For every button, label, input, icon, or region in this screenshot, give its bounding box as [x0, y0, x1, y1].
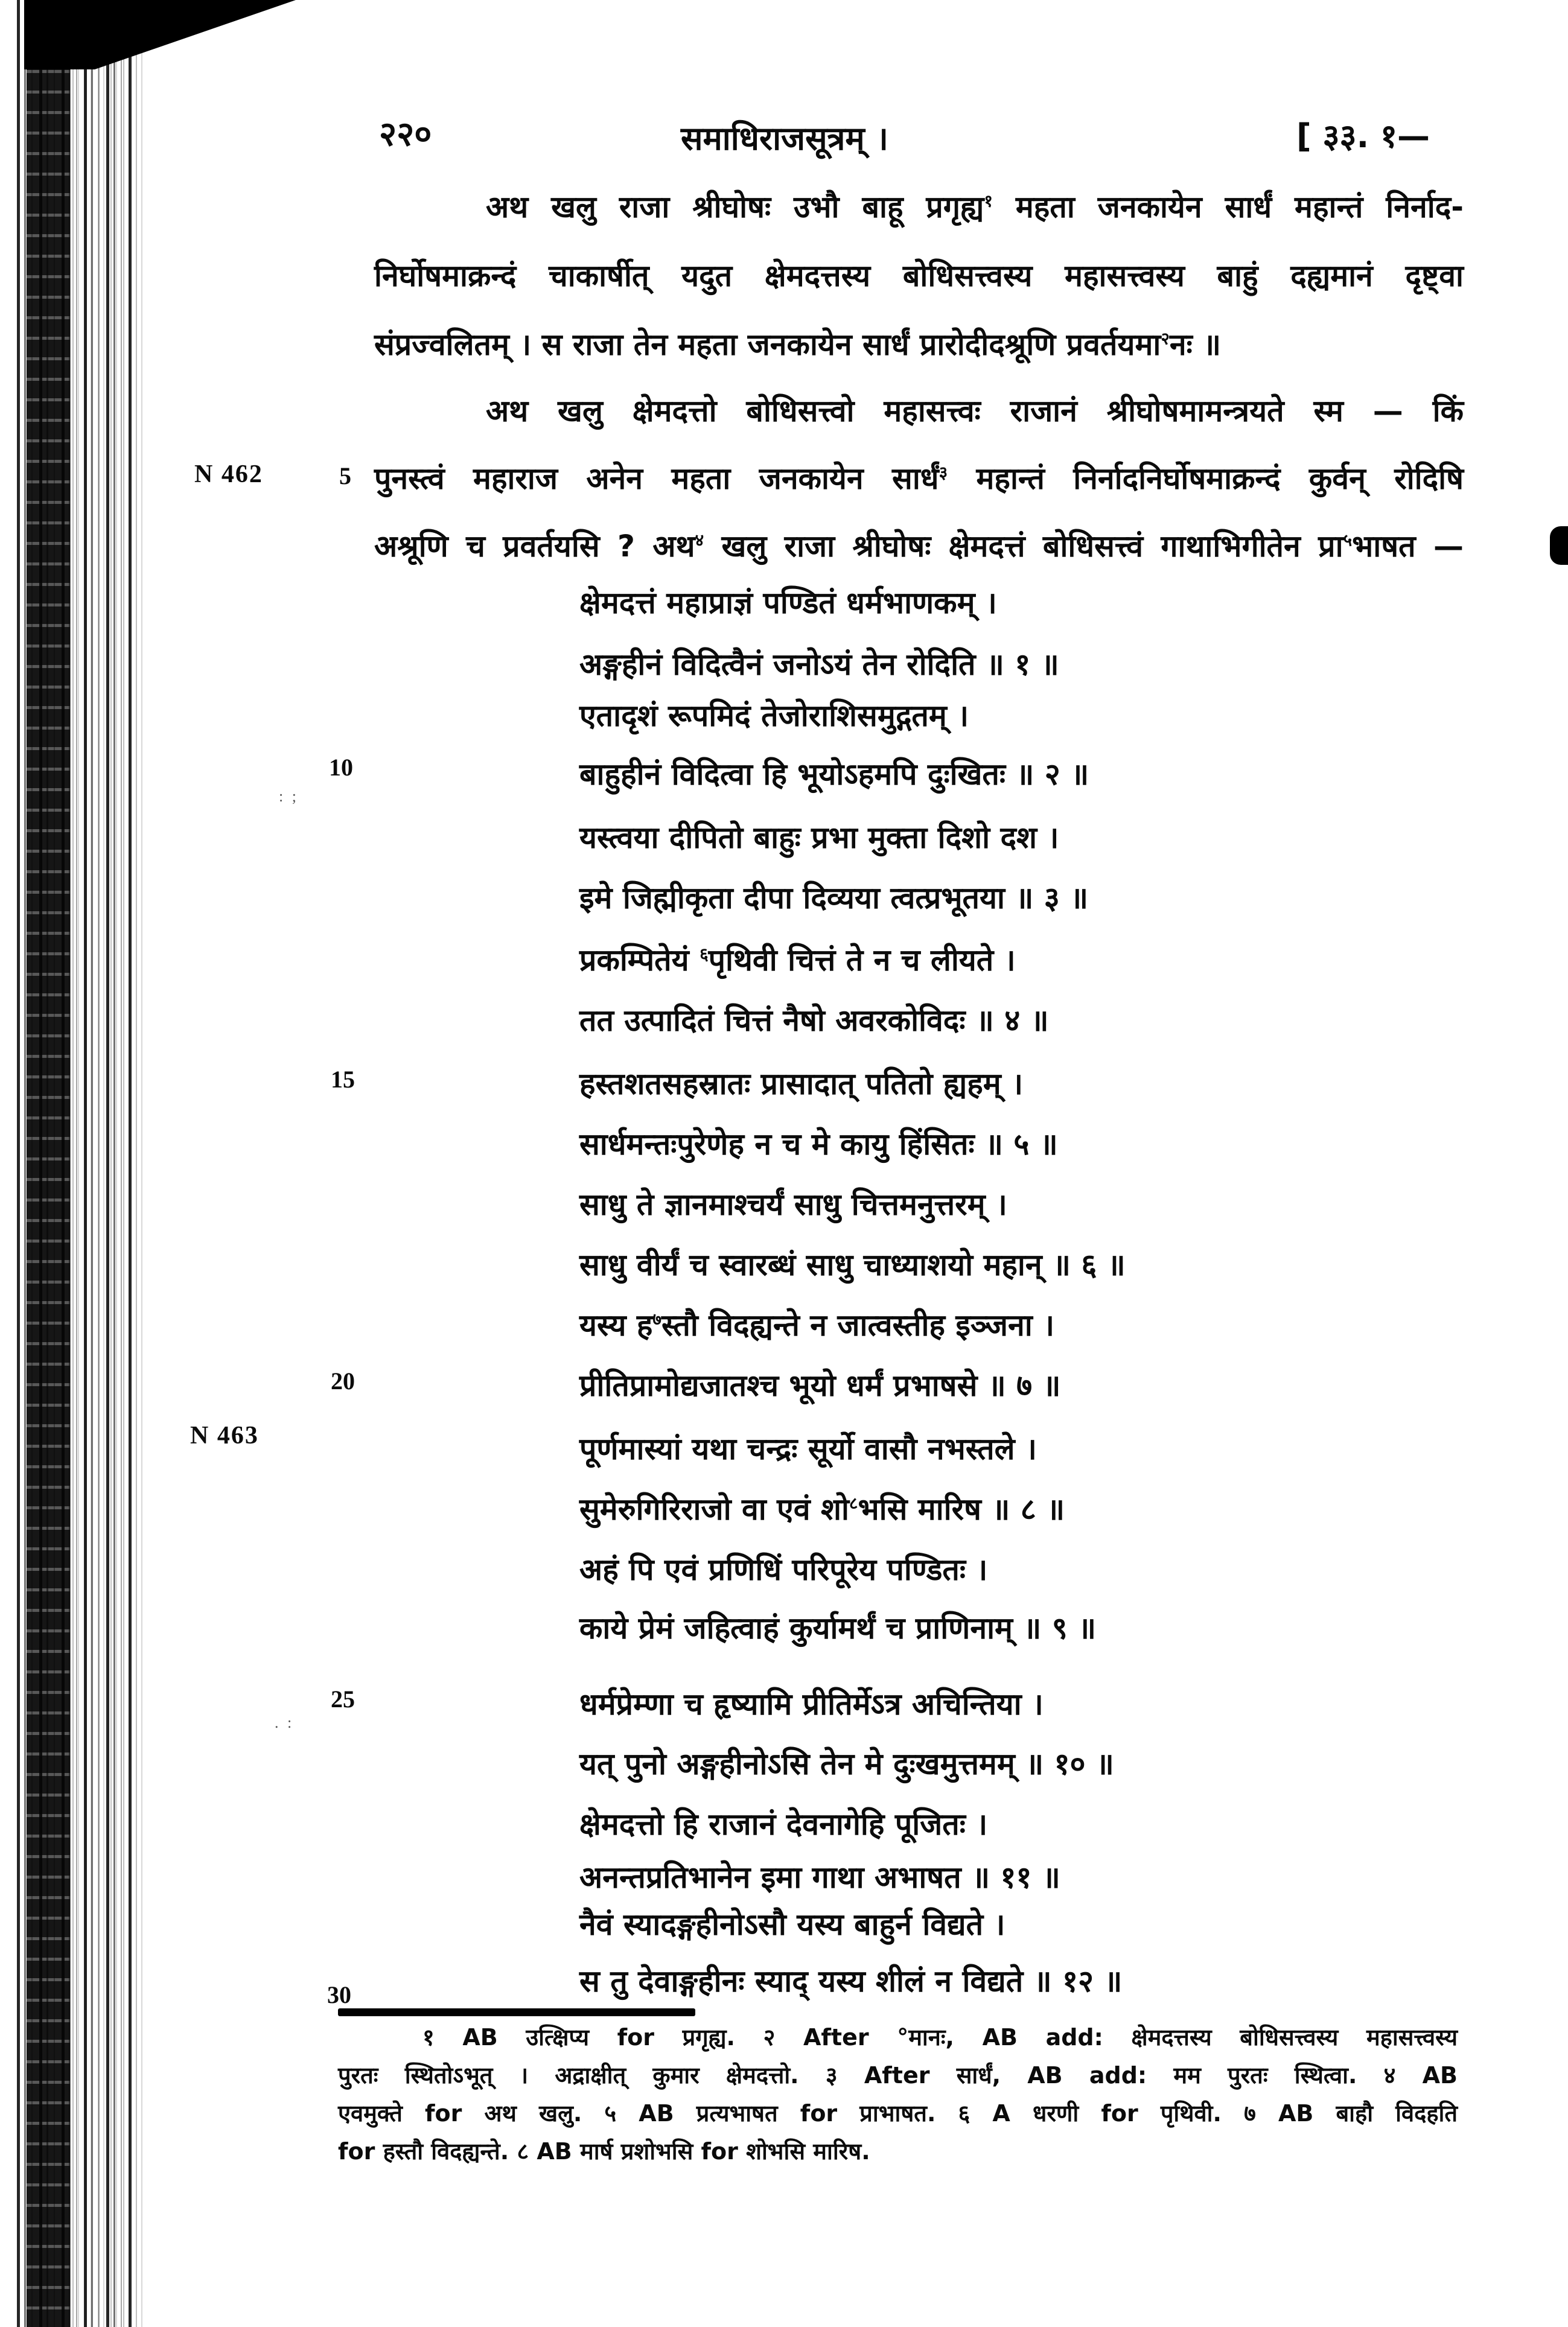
verse-11-line-1: क्षेमदत्तो हि राजानं देवनागेहि पूजितः । — [579, 1807, 988, 1842]
line-number-30: 30 — [327, 1981, 351, 2008]
line-number-10: 10 — [329, 754, 353, 781]
verse-4-line-1 — [579, 941, 1461, 979]
verse-4-line-1-text: पृथिवी चित्तं ते न च लीयते । — [708, 943, 1016, 978]
prose-line-5-text: महान्तं निर्नादनिर्घोषमाक्रन्दं कुर्वन् रोदिषि — [948, 461, 1464, 496]
footnote-marker-5: ५ — [1343, 530, 1353, 550]
prose-line-5 — [374, 460, 1464, 498]
prose-line-6 — [374, 527, 1464, 565]
prose-line-4: अथ खलु क्षेमदत्तो बोधिसत्त्वो महासत्त्वः राजानं श्रीघोषमामन्त्रयते स्म — किं — [486, 393, 1464, 428]
footnote-marker-2: २ — [1161, 328, 1170, 349]
verse-4-line-2: तत उत्पादितं चित्तं नैषो अवरकोविदः ॥ ४ ॥ — [579, 1003, 1049, 1038]
line-number-20: 20 — [331, 1367, 355, 1395]
verse-5-line-1: हस्तशतसहस्रातः प्रासादात् पतितो ह्यहम् । — [579, 1066, 1024, 1101]
prose-line-6-text: अश्रूणि च प्रवर्तयसि ? अथ — [374, 529, 695, 564]
footnote-line-4: for हस्तौ विदह्यन्ते. ८ AB मार्ष प्रशोभसि for शोभसि मारिष. — [338, 2138, 870, 2165]
prose-line-2: निर्घोषमाक्रन्दं चाकार्षीत् यदुत क्षेमदत्तस्य बोधिसत्त्वस्य महासत्त्वस्य बाहुं दह्यमानं दृष्ट्वा — [374, 258, 1464, 293]
prose-line-1 — [374, 188, 1464, 226]
verse-5-line-2: सार्धमन्तःपुरेणेह न च मे कायु हिंसितः ॥ ५ ॥ — [579, 1127, 1058, 1162]
footnote-marker-4: ४ — [695, 530, 704, 550]
prose-line-3-text: संप्रज्वलितम् । स राजा तेन महता जनकायेन सार्धं प्रारोदीदश्रूणि प्रवर्तयमा — [374, 327, 1161, 362]
footnote-marker-8: ८ — [849, 1493, 858, 1514]
verse-7-line-1-text: यस्य ह — [579, 1308, 653, 1343]
scan-corner-wedge — [24, 0, 296, 69]
scan-binding-gutter-haze — [72, 0, 145, 2327]
verse-3-line-2: इमे जिह्मीकृता दीपा दिव्यया त्वत्प्रभूतया ॥ ३ ॥ — [579, 880, 1089, 915]
verse-8-line-1: पूर्णमास्यां यथा चन्द्रः सूर्यो वासौ नभस्तले । — [579, 1431, 1037, 1466]
line-number-15: 15 — [331, 1066, 355, 1093]
verse-9-line-2: काये प्रेमं जहित्वाहं कुर्यामर्थं च प्राणिनाम् ॥ ९ ॥ — [579, 1611, 1097, 1646]
scan-edge-blob — [1550, 526, 1568, 565]
footnote-marker-7: ७ — [652, 1309, 661, 1329]
verse-10-line-1: धर्मप्रेम्णा च हृष्यामि प्रीतिर्मेऽत्र अचिन्तिया । — [579, 1687, 1044, 1722]
footnote-marker-3: ३ — [939, 462, 948, 483]
page-title: समाधिराजसूत्रम् । — [681, 119, 888, 158]
verse-7-line-1-text: स्तौ विदह्यन्ते न जात्वस्तीह इञ्जना । — [661, 1308, 1055, 1343]
prose-line-3 — [374, 326, 1464, 364]
line-number-5: 5 — [339, 462, 351, 489]
footnote-line-2: पुरतः स्थितोऽभूत् । अद्राक्षीत् कुमार क्षेमदत्तो. ३ After सार्धं, AB add: मम पुरतः स्थित्वा. ४ AB — [338, 2062, 1458, 2089]
footnote-line-1: १ AB उत्क्षिप्य for प्रगृह्य. २ After °मानः, AB add: क्षेमदत्तस्य बोधिसत्त्वस्य महासत्त्वस्य — [422, 2024, 1458, 2051]
prose-line-3-text: नः ॥ — [1169, 327, 1222, 362]
prose-line-6-text: खलु राजा श्रीघोषः क्षेमदत्तं बोधिसत्त्वं गाथाभिगीतेन प्रा — [704, 529, 1343, 564]
verse-4-line-1-text: प्रकम्पितेयं — [579, 943, 700, 978]
prose-line-6-text: भाषत — — [1352, 529, 1464, 564]
verse-1-line-2: अङ्गहीनं विदित्वैनं जनोऽयं तेन रोदिति ॥ १ ॥ — [579, 647, 1059, 682]
footnote-marker-6: ६ — [700, 944, 709, 964]
verse-2-line-2: बाहुहीनं विदित्वा हि भूयोऽहमपि दुःखितः ॥ २ ॥ — [579, 757, 1089, 792]
footnote-line-3: एवमुक्ते for अथ खलु. ५ AB प्रत्यभाषत for प्राभाषत. ६ A धरणी for पृथिवी. ७ AB बाहौ विदहति — [338, 2100, 1458, 2127]
prose-line-5-text: पुनस्त्वं महाराज अनेन महता जनकायेन सार्धं — [374, 461, 939, 496]
verse-3-line-1: यस्त्वया दीपितो बाहुः प्रभा मुक्ता दिशो दश । — [579, 820, 1059, 855]
scan-binding-gutter-core — [27, 0, 70, 2327]
margin-note-n463: N 463 — [190, 1422, 259, 1450]
page-number: २२० — [379, 115, 432, 154]
prose-line-1-text: अथ खलु राजा श्रीघोषः उभौ बाहू प्रगृह्य — [486, 189, 984, 224]
verse-9-line-1: अहं पि एवं प्रणिधिं परिपूरेय पण्डितः । — [579, 1552, 988, 1587]
scan-speck: : ; — [279, 788, 299, 805]
verse-6-line-2: साधु वीर्यं च स्वारब्धं साधु चाध्याशयो महान् ॥ ६ ॥ — [579, 1247, 1126, 1282]
verse-10-line-2: यत् पुनो अङ्गहीनोऽसि तेन मे दुःखमुत्तमम् ॥ १० ॥ — [579, 1746, 1114, 1781]
scan-speck: . : — [275, 1714, 295, 1731]
verse-6-line-1: साधु ते ज्ञानमाश्चर्यं साधु चित्तमनुत्तरम् । — [579, 1187, 1007, 1222]
verse-12-line-1: नैवं स्यादङ्गहीनोऽसौ यस्य बाहुर्न विद्यते । — [579, 1907, 1005, 1942]
verse-8-line-2 — [579, 1491, 1461, 1529]
verse-2-line-1: एतादृशं रूपमिदं तेजोराशिसमुद्गतम् । — [579, 698, 969, 733]
footnote-marker-1: १ — [984, 191, 993, 211]
verse-11-line-2: अनन्तप्रतिभानेन इमा गाथा अभाषत ॥ ११ ॥ — [579, 1860, 1060, 1895]
verse-7-line-1 — [579, 1307, 1461, 1345]
footnote-separator-rule — [338, 2008, 695, 2016]
chapter-reference: [ ३३. १— — [1296, 117, 1430, 155]
verse-12-line-2: स तु देवाङ्गहीनः स्याद् यस्य शीलं न विद्यते ॥ १२ ॥ — [579, 1964, 1123, 1999]
verse-1-line-1: क्षेमदत्तं महाप्राज्ञं पण्डितं धर्मभाणकम् । — [579, 585, 997, 620]
line-number-25: 25 — [331, 1686, 355, 1713]
prose-line-1-text: महता जनकायेन सार्धं महान्तं निर्नाद- — [992, 189, 1464, 224]
margin-note-n462: N 462 — [194, 460, 263, 488]
verse-8-line-2-text: सुमेरुगिरिराजो वा एवं शो — [579, 1492, 849, 1527]
verse-8-line-2-text: भसि मारिष ॥ ८ ॥ — [858, 1492, 1065, 1527]
verse-7-line-2: प्रीतिप्रामोद्यजातश्च भूयो धर्मं प्रभाषसे ॥ ७ ॥ — [579, 1368, 1061, 1403]
